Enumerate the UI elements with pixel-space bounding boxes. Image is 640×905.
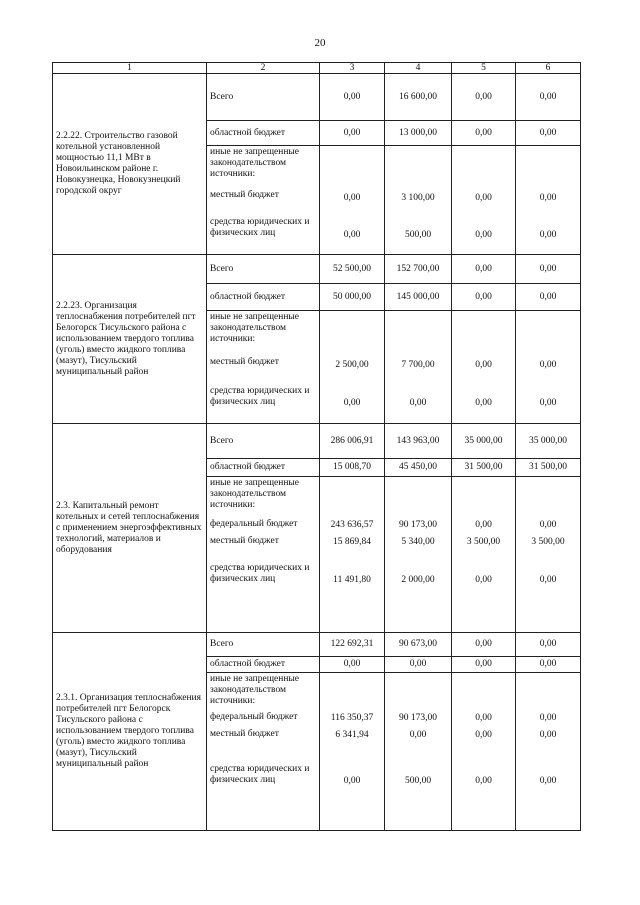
- measure-name: 2.3. Капитальный ремонт котельных и сетей теплоснабжения с применением энергоэффективных технологий, материалов и оборудования: [53, 424, 207, 633]
- value-cell: 0,00: [516, 255, 581, 284]
- funding-source-label: иные не запрещенные законодательством источники:: [210, 147, 300, 179]
- value-cell: 90 673,00: [385, 633, 452, 657]
- value-cell: 0,00: [452, 284, 516, 311]
- value-cell: 31 500,00: [452, 459, 516, 477]
- value-cell: 35 000,00: [452, 424, 516, 459]
- value-cell: 0,00 0,00 0,00: [516, 673, 581, 831]
- funding-source-label: областной бюджет: [207, 284, 320, 311]
- table-row: [53, 74, 581, 121]
- funding-source-label: местный бюджет: [210, 190, 279, 200]
- value-cell: 0,00: [516, 284, 581, 311]
- value-cell: 0,00: [516, 633, 581, 657]
- budget-table: [52, 62, 581, 831]
- value-cell: 90 173,00 0,00 500,00: [385, 673, 452, 831]
- funding-source-label: Всего: [207, 74, 320, 121]
- funding-source-label: средства юридических и физических лиц: [210, 217, 310, 238]
- funding-source-label: областной бюджет: [207, 657, 320, 673]
- value-cell: 0,00 0,00 0,00: [452, 673, 516, 831]
- column-header: 3: [320, 63, 385, 74]
- value-cell: 3 100,00 500,00: [385, 146, 452, 255]
- value-cell: 0,00 3 500,00 0,00: [452, 477, 516, 633]
- funding-source-label: федеральный бюджет: [210, 519, 298, 529]
- funding-source-label: местный бюджет: [210, 536, 279, 546]
- value-cell: 0,00: [452, 74, 516, 121]
- value-cell: 35 000,00: [516, 424, 581, 459]
- value-cell: 0,00: [452, 633, 516, 657]
- value-cell: 0,00 0,00: [320, 146, 385, 255]
- value-cell: 286 006,91: [320, 424, 385, 459]
- table-row: [53, 633, 581, 657]
- value-cell: 7 700,00 0,00: [385, 311, 452, 424]
- page-number: 20: [314, 37, 326, 49]
- value-cell: 15 008,70: [320, 459, 385, 477]
- value-cell: 31 500,00: [516, 459, 581, 477]
- measure-name: 2.2.22. Строительство газовой котельной установленной мощностью 11,1 МВт в Новоильинском районе г. Новокузнецка, Новокузнецкий городской округ: [53, 74, 207, 255]
- measure-name: 2.2.23. Организация теплоснабжения потребителей пгт Белогорск Тисульского района с использованием твердого топлива (уголь) вместо жидкого топлива (мазут), Тисульский муниципальный район: [53, 255, 207, 424]
- header-row: [53, 63, 581, 74]
- value-cell: 0,00: [452, 657, 516, 673]
- funding-source-label: иные не запрещенные законодательством источники:: [210, 674, 300, 706]
- value-cell: 116 350,37 6 341,94 0,00: [320, 673, 385, 831]
- value-cell: 0,00: [452, 121, 516, 146]
- value-cell: 0,00 0,00: [452, 311, 516, 424]
- value-cell: 152 700,00: [385, 255, 452, 284]
- value-cell: 143 963,00: [385, 424, 452, 459]
- value-cell: 50 000,00: [320, 284, 385, 311]
- funding-source-label: областной бюджет: [207, 121, 320, 146]
- table-row: [53, 424, 581, 459]
- value-cell: 0,00: [385, 657, 452, 673]
- funding-source-group: [207, 673, 320, 831]
- funding-source-label: средства юридических и физических лиц: [210, 764, 310, 785]
- value-cell: 0,00: [516, 121, 581, 146]
- value-cell: 45 450,00: [385, 459, 452, 477]
- funding-source-label: Всего: [207, 424, 320, 459]
- value-cell: 0,00 3 500,00 0,00: [516, 477, 581, 633]
- value-cell: 0,00 0,00: [516, 311, 581, 424]
- funding-source-label: иные не запрещенные законодательством источники:: [210, 478, 300, 510]
- funding-source-label: областной бюджет: [207, 459, 320, 477]
- funding-source-label: средства юридических и физических лиц: [210, 386, 310, 407]
- value-cell: 0,00: [320, 74, 385, 121]
- value-cell: 0,00: [320, 121, 385, 146]
- value-cell: 90 173,00 5 340,00 2 000,00: [385, 477, 452, 633]
- funding-source-label: Всего: [207, 255, 320, 284]
- funding-source-group: [207, 146, 320, 255]
- value-cell: 122 692,31: [320, 633, 385, 657]
- value-cell: 0,00: [516, 74, 581, 121]
- funding-source-group: [207, 311, 320, 424]
- column-header: 4: [385, 63, 452, 74]
- column-header: 2: [207, 63, 320, 74]
- funding-source-label: федеральный бюджет: [210, 712, 298, 722]
- column-header: 1: [53, 63, 207, 74]
- column-header: 5: [452, 63, 516, 74]
- value-cell: 2 500,00 0,00: [320, 311, 385, 424]
- value-cell: 16 600,00: [385, 74, 452, 121]
- funding-source-group: [207, 477, 320, 633]
- value-cell: 0,00: [452, 255, 516, 284]
- value-cell: 0,00 0,00: [452, 146, 516, 255]
- funding-source-label: местный бюджет: [210, 729, 279, 739]
- value-cell: 243 636,57 15 869,84 11 491,80: [320, 477, 385, 633]
- table-row: [53, 255, 581, 284]
- value-cell: 0,00: [320, 657, 385, 673]
- value-cell: 145 000,00: [385, 284, 452, 311]
- value-cell: 0,00: [516, 657, 581, 673]
- funding-source-label: средства юридических и физических лиц: [210, 563, 310, 584]
- funding-source-label: иные не запрещенные законодательством источники:: [210, 312, 300, 344]
- value-cell: 0,00 0,00: [516, 146, 581, 255]
- column-header: 6: [516, 63, 581, 74]
- measure-name: 2.3.1. Организация теплоснабжения потребителей пгт Белогорск Тисульского района с использованием твердого топлива (уголь) вместо жидкого топлива (мазут), Тисульский муниципальный район: [53, 633, 207, 831]
- value-cell: 52 500,00: [320, 255, 385, 284]
- value-cell: 13 000,00: [385, 121, 452, 146]
- funding-source-label: Всего: [207, 633, 320, 657]
- funding-source-label: местный бюджет: [210, 357, 279, 367]
